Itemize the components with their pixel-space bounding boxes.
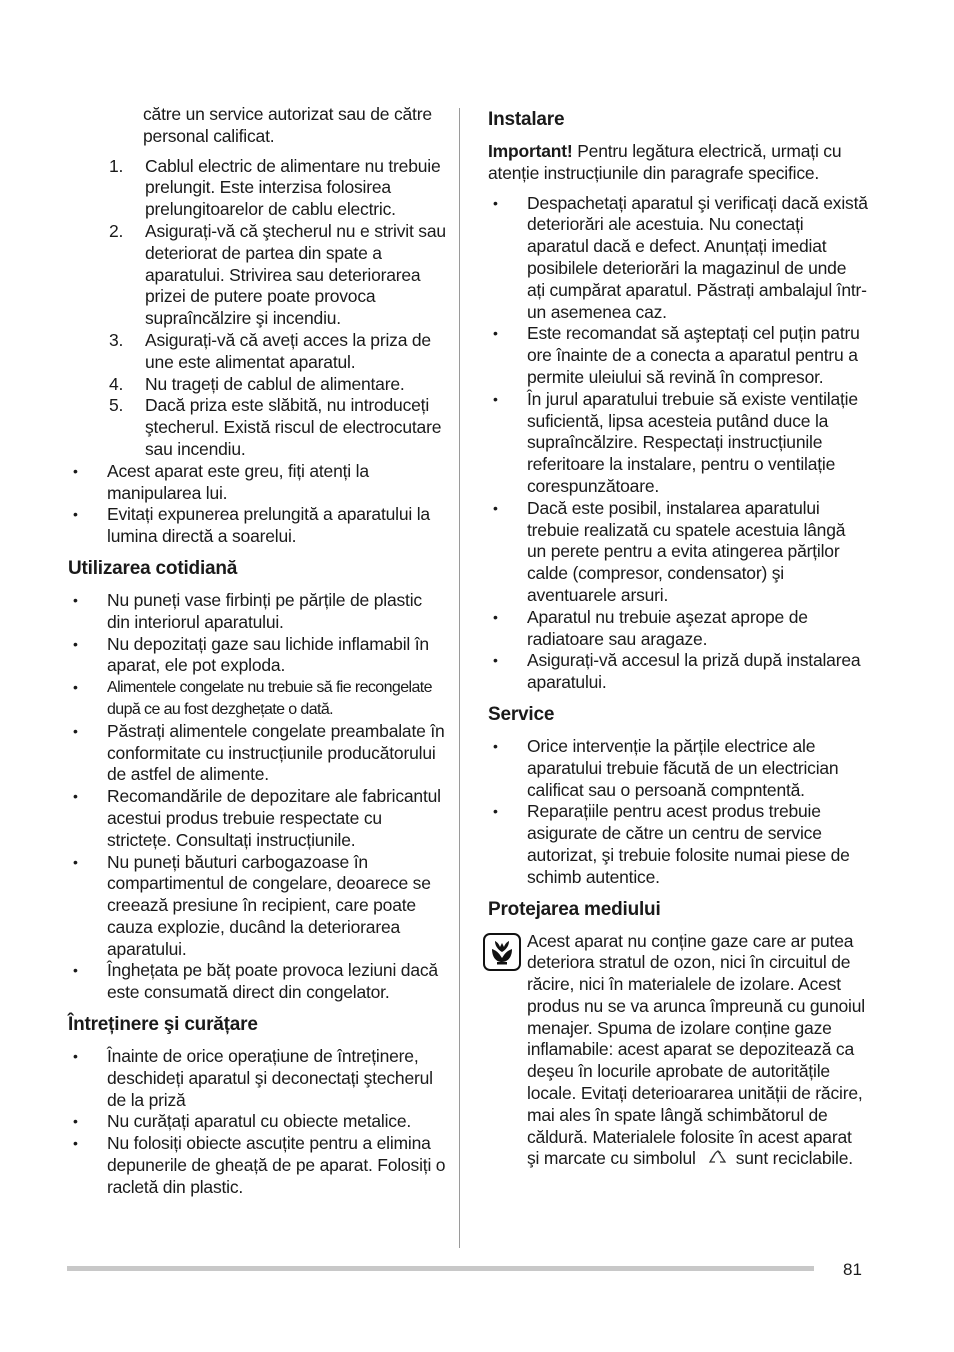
list-item: • Orice intervenție la părțile electrice ale aparatului trebuie făcută de un electrician calificat sau o persoană compntentă. [488,736,868,801]
item-number: 4. [109,373,124,394]
list-item: • Dacă este posibil, instalarea aparatului trebuie realizată cu spatele acestuia lângă un perete pentru a evita atingerea părților calde (compresor, condensator) şi aventuarele arsuri. [488,498,868,607]
list-item: • Nu puneți vase firbinți pe părțile de plastic din interiorul aparatului. [68,590,446,634]
right-column [488,104,868,1170]
list-item: • Acest aparat este greu, fiți atenți la manipularea lui. [68,461,446,505]
bullet-list [68,1046,446,1199]
section-heading-service: Service [488,703,555,725]
important-note [488,141,868,185]
list-item: • Recomandările de depozitare ale fabricantul acestui produs trebuie respectate cu strictețe. Consultați instrucțiunile. [68,786,446,851]
page-number: 81 [843,1260,862,1279]
list-item: • Evitați expunerea prelungită a aparatului la lumina directă a soarelui. [68,504,446,548]
list-item: • Aparatul nu trebuie aşezat aprope de radiatoare sau aragaze. [488,607,868,651]
list-item: • Este recomandat să aşteptați cel puțin patru ore înainte de a conecta a aparatul pentru a permite uleiului să revină în compresor. [488,323,868,388]
section-heading-installation: Instalare [488,109,565,130]
list-item: • Nu folosiți obiecte ascuțite pentru a elimina depunerile de gheață de pe aparat. Folosiți o racletă din plastic. [68,1133,446,1198]
item-text: Asigurați-vă că aveți acces la priza de une este alimentat aparatul. [145,329,431,372]
item-text: Cablul electric de alimentare nu trebuie prelungit. Este interzisa folosirea prelungitoarelor de cablu electric. [145,155,441,220]
numbered-item [68,374,446,396]
list-item: • Reparațiile pentru acest produs trebuie asigurate de către un centru de service autorizat, şi trebuie folosite numai piese de schimb autentice. [488,801,868,888]
numbered-item [68,330,446,374]
environment-text-end: sunt reciclabile. [735,1148,853,1169]
list-item: • Nu curățați aparatul cu obiecte metalice. [68,1111,446,1133]
list-item: • Înainte de orice operațiune de întreținere, deschideți aparatul şi deconectați ştecherul de la priză [68,1046,446,1111]
list-item: • Nu puneți băuturi carbogazoase în compartimentul de congelare, deoarece se creează presiune în recipient, care poate cauza explozie, ducând la deteriorarea aparatului. [68,852,446,961]
important-label: Important! [488,141,573,161]
list-item: • Păstrați alimentele congelate preambalate în conformitate cu instrucțiunile producătorului de astfel de alimente. [68,721,446,786]
section-heading-maintenance: Întreținere şi curățare [68,1014,258,1036]
list-item: • Înghețata pe băț poate provoca leziuni dacă este consumată direct din congelator. [68,960,446,1004]
section-heading-daily-use: Utilizarea cotidiană [68,557,238,579]
item-text: Dacă priza este slăbită, nu introduceți ştecherul. Există riscul de electrocutare sau incendiu. [145,395,442,459]
section-heading-environment: Protejarea mediului [488,898,661,920]
numbered-item [68,156,446,221]
continuation-text: către un service autorizat sau de către personal calificat. [143,104,432,146]
numbered-list [68,156,446,461]
numbered-item [68,221,446,330]
footer-bar [67,1266,814,1271]
list-item: • Nu depozitați gaze sau lichide inflamabil în aparat, ele pot exploda. [68,634,446,678]
item-text: Asigurați-vă că ştecherul nu e strivit sau deteriorat de partea din spate a aparatului. Strivirea sau deteriorarea prizei de putere poate provoca supraîncălzire şi incendiu. [145,220,446,329]
bullet-list [488,736,868,889]
list-item: • În jurul aparatului trebuie să existe ventilație suficientă, lipsa acesteia putând duce la supraîncălzire. Respectați instrucțiunile referitoare la instalare, pentru o ventilație corespunzătoare. [488,389,868,498]
item-text: Nu trageți de cablul de alimentare. [145,373,405,394]
numbered-item [68,395,446,460]
list-item: • Alimentele congelate nu trebuie să fie recongelate după ce au fost dezghețate o dată. [68,677,446,721]
item-number: 3. [109,329,124,350]
bullet-list [68,590,446,1004]
left-column [68,104,446,1199]
environment-protection-icon [483,933,521,971]
item-number: 1. [109,155,124,176]
environment-paragraph [488,931,868,1171]
recycle-icon [706,1149,730,1165]
bullet-list [68,461,446,548]
item-number: 5. [109,395,124,416]
list-item: • Despachetați aparatul şi verificați dacă există deteriorări ale acestuia. Nu conectați aparatul dacă e defect. Anunțați imediat posibilele deteriorări la magazinul de unde ați cumpărat aparatul. Păstrați ambalajul într-un asemenea caz. [488,193,868,324]
column-divider [459,108,460,1248]
important-text: Pentru legătura electrică, urmați cu atenție instrucțiunile din paragrafe specifice. [488,141,842,183]
bullet-list [488,193,868,694]
environment-text: Acest aparat nu conține gaze care ar putea deteriora stratul de ozon, nici în circuitul de răcire, nici în materialele de izolare. Acest produs nu se va arunca împreună cu gunoiul menajer. Spuma de izolare conține gaze inflamabile: acest aparat se depozitează ca deşeu în locurile aprobate de autoritățile locale. Evitați deterioararea unității de răcire, mai ales în spate lângă schimbătorul de căldură. Materialele folosite în acest aparat şi marcate cu simbolul [527,930,865,1169]
item-number: 2. [109,220,124,241]
list-item: • Asigurați-vă accesul la priză după instalarea aparatului. [488,650,868,694]
